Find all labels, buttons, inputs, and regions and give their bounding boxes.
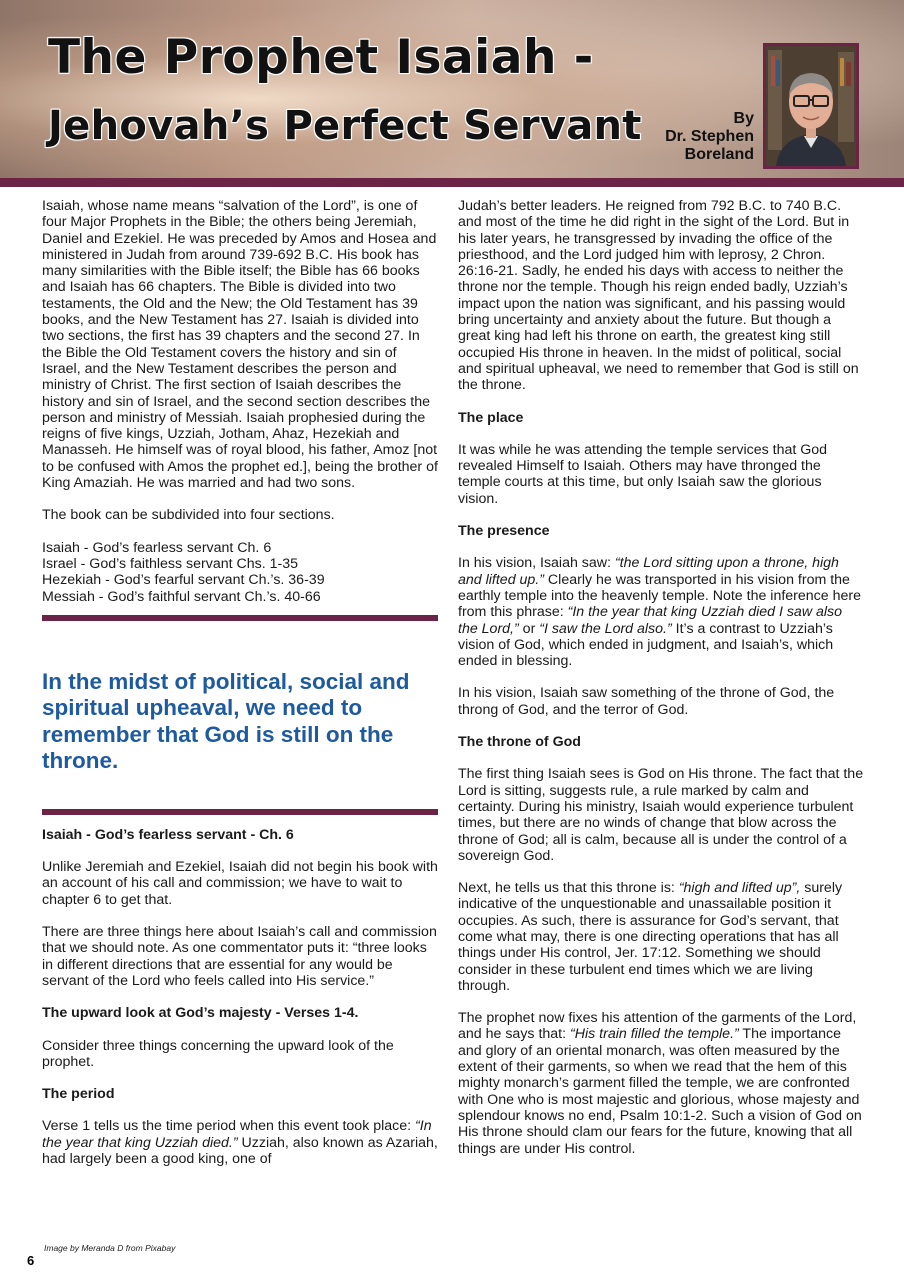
sections-list [42,540,438,605]
paragraph-presence: In his vision, Isaiah saw: “the Lord sitting upon a throne, high and lifted up.” Clearly he was transported in his vision from the earthly temple into the heavenly temple. Note the inference here from this phrase: “In the year that king Uzziah died I saw also the Lord,” or “I saw the Lord also.” It’s a contrast to Uzziah’s vision of God, which ended in judgment, and Isaiah’s, which ended in blessing. [458,555,862,670]
page-number: 6 [27,1253,35,1268]
byline-by: By [733,110,754,127]
header-banner [0,0,904,180]
list-item: Israel - God’s faithless servant Chs. 1-35 [42,555,299,572]
byline-name-last: Boreland [684,146,754,163]
paragraph: It was while he was attending the temple services that God revealed Himself to Isaiah. Others may have thronged the temple courts at this time, but only Isaiah saw the glorious vision. [458,441,828,507]
pullquote-top-rule [42,615,438,621]
section-heading-upward: The upward look at God’s majesty - Verses 1-4. [42,1005,359,1022]
scripture-quote: “His train filled the temple.” [570,1026,739,1043]
section-heading-fearless: Isaiah - God’s fearless servant - Ch. 6 [42,826,294,843]
paragraph-period: Verse 1 tells us the time period when this event took place: “In the year that king Uzziah died.” Uzziah, also known as Azariah, had largely been a good king, one of [42,1118,438,1167]
pull-quote: In the midst of political, social and spiritual upheaval, we need to remember that God is still on the throne. [42,668,410,774]
byline-name-first: Dr. Stephen [665,128,754,145]
byline [634,110,754,164]
article-title-line-1: The Prophet Isaiah - [48,30,594,85]
section-heading-presence: The presence [458,523,550,540]
paragraph: Judah’s better leaders. He reigned from 792 B.C. to 740 B.C. and most of the time he did right in the sight of the Lord. But in his later years, he transgressed by invading the office of the priesthood, and the Lord judged him with leprosy, 2 Chron. 26:16-21. Sadly, he ended his days with access to neither the throne nor the temple. Though his reign ended badly, Uzziah’s impact upon the nation was significant, and his passing would bring uncertainty and anxiety about the future. But though a great king had left his throne on earth, the greatest king still occupied His throne in heaven. In the midst of political, social and spiritual upheaval, we need to remember that God is still on the throne. [458,198,859,394]
section-heading-throne: The throne of God [458,734,581,751]
paragraph: Unlike Jeremiah and Ezekiel, Isaiah did not begin his book with an account of his call and commission; we have to wait to chapter 6 to get that. [42,859,438,908]
paragraph: Consider three things concerning the upward look of the prophet. [42,1037,394,1070]
list-item: Messiah - God’s faithful servant Ch.’s. 40-66 [42,588,321,605]
paragraph-high: Next, he tells us that this throne is: “high and lifted up”, surely indicative of the unquestionable and unassailable position it occupies. As such, there is assurance for God’s servant, that come what may, there is one directing operations that has all things under His control, Jer. 17:12. Something we should consider in these turbulent end times which we are living through. [458,880,843,994]
paragraph: The first thing Isaiah sees is God on His throne. The fact that the Lord is sitting, suggests rule, a rule marked by calm and certainty. During his ministry, Isaiah would experience turbulent times, but there are no winds of change that blow across the throne of God; all is calm, because all is under the control of a sovereign God. [458,766,864,864]
scripture-quote: “high and lifted up”, [678,880,801,897]
list-item: Isaiah - God’s fearless servant Ch. 6 [42,539,272,556]
scripture-quote: “In the year that king Uzziah died.” [42,1118,432,1151]
pullquote-bottom-rule [42,809,438,815]
image-credit: Image by Meranda D from Pixabay [44,1243,176,1253]
list-item: Hezekiah - God’s fearful servant Ch.’s. 36-39 [42,572,325,589]
scripture-quote: “I saw the Lord also.” [539,620,672,637]
paragraph-train: The prophet now fixes his attention of the garments of the Lord, and he says that: “His train filled the temple.” The importance and glory of an oriental monarch, was often measured by the extent of their garments, so when we read that the hem of this mighty monarch’s garment filled the temple, we are confronted with One who is most majestic and glorious, whose majesty and splendour knows no end, Psalm 10:1-2. Such a vision of God on His throne should clam our fears for the future, knowing that all things are under His control. [458,1010,862,1157]
section-heading-period: The period [42,1086,115,1103]
paragraph: There are three things here about Isaiah’s call and commission that we should note. As one commentator puts it: “three looks in different directions that are essential for any would be servant of the Lord who feels called into His service.” [42,924,437,989]
section-heading-place: The place [458,409,524,426]
paragraph: In his vision, Isaiah saw something of the throne of God, the throng of God, and the terror of God. [458,685,835,718]
right-column [458,198,864,1173]
header-divider [0,178,904,187]
author-photo [763,43,859,169]
scripture-quote: “the Lord sitting upon a throne, high and lifted up.” [458,555,839,588]
left-column [42,198,438,1183]
intro-paragraph: Isaiah, whose name means “salvation of the Lord”, is one of four Major Prophets in the Bible; the others being Jeremiah, Daniel and Ezekiel. He was preceded by Amos and Hosea and ministered in Judah from around 739-692 B.C. His book has many similarities with the Bible itself; the Bible has 66 books and Isaiah has 66 chapters. The Bible is divided into two testaments, the Old and the New; the Old Testament has 39 books, and the New Testament has 27. Isaiah is divided into two sections, the first has 39 chapters and the second 27. In the Bible the Old Testament covers the history and sin of Israel, and the New Testament describes the person and ministry of Christ. The first section of Isaiah describes the history and sin of Israel, and the second section describes the person and ministry of Messiah. Isaiah prophesied during the reigns of five kings, Uzziah, Jotham, Ahaz, Hezekiah and Manasseh. He himself was of royal blood, his father, Amoz [not to be confused with Amos the prophet ed.], being the brother of King Amaziah. He was married and had two sons. [42,198,438,492]
sections-intro: The book can be subdivided into four sections. [42,507,335,524]
article-title-line-2: Jehovah’s Perfect Servant [48,103,642,149]
scripture-quote: “In the year that king Uzziah died I saw also the Lord,” [458,604,843,637]
